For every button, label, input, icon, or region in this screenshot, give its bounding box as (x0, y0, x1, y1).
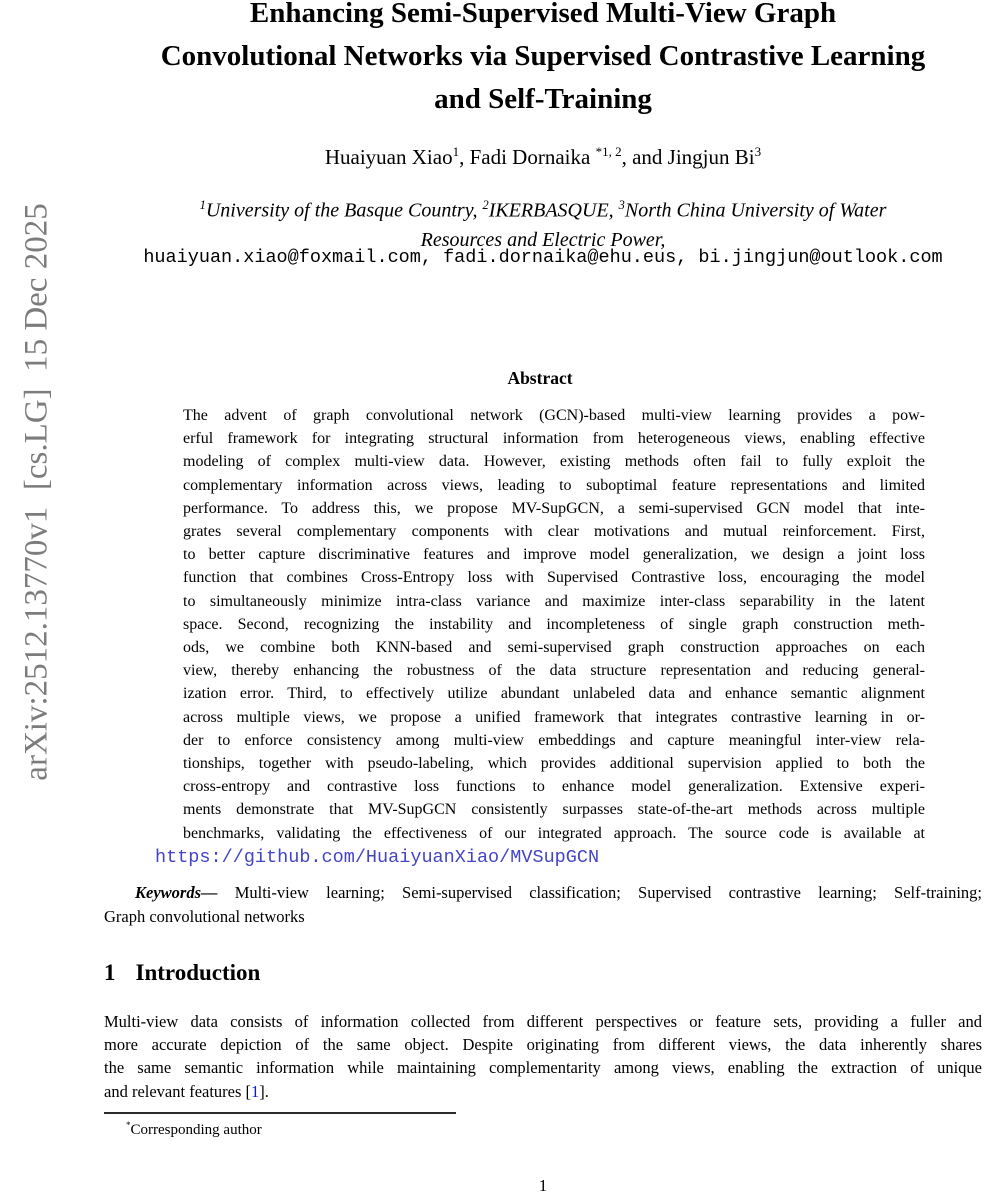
section-number: 1 (104, 960, 116, 985)
citation-1-link[interactable]: 1 (251, 1081, 260, 1101)
abstract-line: to simultaneously minimize intra-class variance and maximize inter-class separability in the latent (183, 592, 925, 610)
affiliation-2: IKERBASQUE, (488, 199, 619, 222)
author-1-affil-mark: 1 (452, 144, 460, 159)
keywords-line-1 (104, 881, 982, 905)
abstract-line: space. Second, recognizing the instability and incompleteness of single graph construction meth- (183, 615, 925, 633)
abstract-line: ments demonstrate that MV-SupGCN consistently surpasses state-of-the-art methods across multiple (183, 801, 925, 819)
abstract-line: performance. To address this, we propose MV-SupGCN, a semi-supervised GCN model that inte- (183, 499, 925, 517)
affiliation-1: University of the Basque Country, (205, 199, 483, 222)
abstract-text (155, 404, 925, 869)
author-emails: huaiyuan.xiao@foxmail.com, fadi.dornaika@ehu.eus, bi.jingjun@outlook.com (143, 247, 943, 268)
affiliation-line-1 (104, 191, 982, 226)
affil-mark-1: 1 (199, 198, 206, 212)
abstract-line: grates several complementary components with clear motivations and mutual reinforcement. First, (183, 523, 925, 541)
abstract-line: cross-entropy and contrastive loss functions to enhance model generalization. Extensive experi- (183, 778, 925, 796)
abstract-line: across multiple views, we propose a unified framework that integrates contrastive learning in or- (183, 708, 925, 726)
intro-line: Multi-view data consists of information collected from different perspectives or feature sets, providing a fuller and (104, 1012, 982, 1031)
title-line-3: and Self-Training (434, 83, 652, 115)
intro-line: the same semantic information while maintaining complementarity among views, enabling the extraction of unique (104, 1058, 982, 1078)
introduction-paragraph (104, 1010, 982, 1103)
affiliation-line-2: Resources and Electric Power, (420, 228, 666, 251)
abstract-line: der to enforce consistency among multi-view embeddings and capture meaningful inter-view rela- (183, 731, 925, 749)
intro-lines (104, 1010, 982, 1080)
affiliation-3: North China University of Water (624, 199, 887, 222)
arxiv-stamp: arXiv:2512.13770v1 [cs.LG] 15 Dec 2025 (18, 203, 55, 781)
abstract-line: view, thereby enhancing the robustness of the data structure representation and reducing general- (183, 662, 925, 680)
author-3-affil-mark: 3 (754, 144, 762, 159)
abstract-line: complementary information across views, leading to suboptimal feature representations and limited (183, 476, 925, 494)
keywords-list: Multi-view learning; Semi-supervised classification; Supervised contrastive learning; Self-training; (234, 883, 983, 902)
abstract-url-line (155, 846, 925, 869)
page-number: 1 (538, 1176, 548, 1195)
footnote-marker: * (126, 1120, 131, 1130)
intro-last-line (104, 1080, 982, 1103)
intro-line: more accurate depiction of the same object. Despite originating from different views, the data inherently shares (104, 1035, 982, 1055)
paper-title (104, 0, 982, 121)
intro-last-line-suffix: ]. (259, 1081, 269, 1101)
title-line-1: Enhancing Semi-Supervised Multi-View Graph (249, 0, 837, 29)
footnote-rule (104, 1112, 456, 1114)
author-2: , Fadi Dornaika (459, 145, 596, 169)
abstract-heading: Abstract (507, 368, 573, 388)
abstract-line: to better capture discriminative features and improve model generalization, we design a joint loss (183, 546, 925, 564)
author-2-affil-mark: *1, 2 (595, 144, 622, 159)
intro-last-line-text: and relevant features [ (104, 1081, 252, 1101)
abstract-lines (155, 404, 925, 845)
author-1: Huaiyuan Xiao (324, 145, 453, 169)
author-line (104, 144, 982, 170)
author-3: , and Jingjun Bi (621, 145, 755, 169)
affiliations (104, 191, 982, 255)
title-line-2: Convolutional Networks via Supervised Contrastive Learning (160, 40, 926, 72)
section-heading-introduction (104, 960, 982, 986)
abstract-line: tionships, together with pseudo-labeling, which provides additional supervision applied to both the (183, 755, 925, 773)
footnote-text: Corresponding author (130, 1122, 262, 1138)
abstract-line: modeling of complex multi-view data. However, existing methods often fail to fully exploit the (183, 453, 925, 471)
paper-content (104, 0, 982, 1200)
abstract-line: The advent of graph convolutional network (GCN)-based multi-view learning provides a pow- (183, 407, 925, 424)
footnote (104, 1120, 982, 1139)
keywords-line-2: Graph convolutional networks (104, 906, 305, 926)
affil-mark-2: 2 (482, 198, 489, 212)
abstract-line: erful framework for integrating structural information from heterogeneous views, enabling effective (183, 430, 925, 448)
keywords-label: Keywords— (135, 883, 218, 902)
keywords-block (104, 881, 982, 928)
section-title: Introduction (135, 960, 261, 985)
abstract-line: ization error. Third, to effectively utilize abundant unlabeled data and enhance semantic alignment (183, 685, 925, 703)
abstract-line: function that combines Cross-Entropy loss with Supervised Contrastive loss, encouraging the model (183, 569, 925, 587)
abstract-line: ods, we combine both KNN-based and semi-supervised graph construction approaches on each (183, 639, 925, 657)
abstract-line: benchmarks, validating the effectiveness of our integrated approach. The source code is available at (183, 824, 925, 842)
affil-mark-3: 3 (618, 198, 625, 212)
source-code-link[interactable]: https://github.com/HuaiyuanXiao/MVSupGCN (155, 846, 600, 868)
